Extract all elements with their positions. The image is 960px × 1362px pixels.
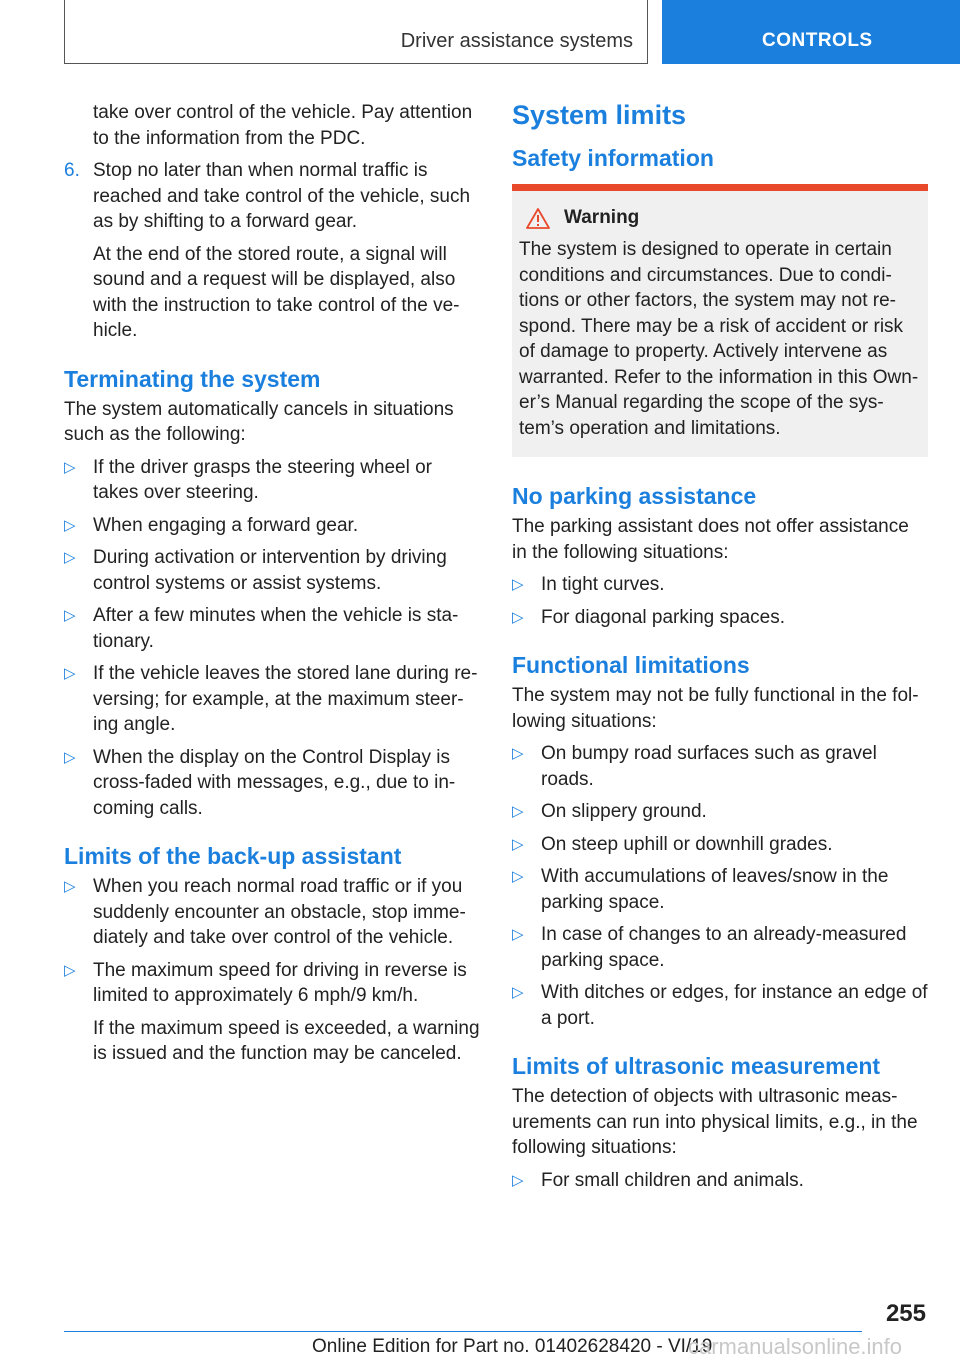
bullet-icon: ▷	[64, 961, 76, 979]
functional-intro: The system may not be fully functional in the fol‐lowing situations:	[512, 685, 919, 732]
terminating-intro: The system automatically cancels in situations such as the following:	[64, 398, 454, 445]
header-chapter-box	[662, 0, 960, 64]
bullet-icon: ▷	[512, 926, 524, 943]
functional-list	[512, 741, 928, 1031]
no-parking-list	[512, 572, 928, 630]
terminating-list	[64, 455, 480, 822]
bullet-icon: ▷	[512, 745, 524, 762]
bullet-icon: ▷	[64, 607, 76, 624]
header-section-title: Driver assistance systems	[400, 30, 633, 52]
bullet-icon: ▷	[512, 835, 524, 853]
list-item: ▷ If the vehicle leaves the stored lane during re‐versing; for example, at the maximum steer‐ing angle.	[64, 663, 478, 735]
ultrasonic-heading: Limits of ultrasonic measurement	[512, 1053, 881, 1079]
bullet-icon: ▷	[512, 576, 524, 593]
bullet-icon: ▷	[64, 549, 76, 566]
list-item: ▷ In tight curves.	[512, 572, 928, 598]
list-item: ▷ When the display on the Control Display is cross-faded with messages, e.g., due to in‐coming calls.	[64, 746, 456, 819]
footer-divider	[64, 1331, 862, 1332]
step-number: 6.	[64, 160, 80, 181]
ultrasonic-list	[512, 1168, 928, 1194]
page-number: 255	[885, 1300, 926, 1327]
bullet-icon: ▷	[512, 868, 524, 885]
step-text: Stop no later than when normal traffic is reached and take control of the vehicle, such as by shifting to a forward gear.	[93, 160, 471, 232]
limits-heading: Limits of the back-up assistant	[64, 843, 402, 869]
no-parking-intro: The parking assistant does not offer assistance in the following situations:	[512, 516, 909, 563]
bullet-icon: ▷	[512, 984, 524, 1001]
warning-triangle-icon	[526, 208, 550, 229]
list-item: ▷ If the driver grasps the steering wheel or takes over steering.	[64, 456, 433, 503]
warning-box	[512, 184, 928, 457]
bullet-icon: ▷	[64, 748, 76, 766]
bullet-icon: ▷	[512, 1171, 524, 1189]
left-column	[64, 100, 480, 1074]
safety-heading: Safety information	[512, 145, 714, 171]
intro-paragraph: take over control of the vehicle. Pay attention to the information from the PDC.	[93, 102, 473, 149]
header-section-box	[64, 0, 648, 64]
right-column	[512, 100, 928, 1200]
limits-list	[64, 874, 480, 1009]
list-item: ▷ For diagonal parking spaces.	[512, 605, 928, 631]
list-item: ▷ When you reach normal road traffic or if you suddenly encounter an obstacle, stop imme‐diately and take over control of the vehicle.	[64, 876, 466, 948]
header-chapter-title: CONTROLS	[762, 30, 873, 51]
bullet-icon: ▷	[512, 608, 524, 626]
step-6-extra: At the end of the stored route, a signal will sound and a request will be displayed, also with the instruction to take control of the ve‐hicle.	[93, 243, 460, 341]
warning-title: Warning	[519, 207, 920, 229]
list-item: ▷ On steep uphill or downhill grades.	[512, 832, 928, 858]
bullet-icon: ▷	[512, 803, 524, 820]
list-item: ▷ During activation or intervention by driving control systems or assist systems.	[64, 547, 447, 594]
list-item: ▷ In case of changes to an already-measured parking space.	[512, 924, 907, 971]
functional-heading: Functional limitations	[512, 652, 750, 678]
limits-extra: If the maximum speed is exceeded, a warning is issued and the function may be canceled.	[93, 1017, 480, 1064]
list-item: ▷ For small children and animals.	[512, 1168, 928, 1194]
warning-text: The system is designed to operate in certain conditions and circumstances. Due to condi‐tions or other factors, the system may not re‐spond. There may be a risk of accident or risk of damage to property. Actively intervene as warranted. Refer to the information in this Own‐er’s Manual regarding the scope of the sys‐tem’s operation and limitations.	[519, 239, 919, 439]
bullet-icon: ▷	[64, 878, 76, 895]
no-parking-heading: No parking assistance	[512, 483, 757, 509]
list-item: ▷ On bumpy road surfaces such as gravel roads.	[512, 743, 877, 790]
bullet-icon: ▷	[64, 516, 76, 534]
watermark-brand: carmanualsonline.info	[688, 1334, 903, 1359]
system-limits-heading: System limits	[512, 100, 687, 130]
bullet-icon: ▷	[64, 665, 76, 682]
ultrasonic-intro: The detection of objects with ultrasonic meas‐urements can run into physical limits, e.g., in the following situations:	[512, 1086, 918, 1158]
terminating-heading: Terminating the system	[64, 365, 321, 392]
list-item: ▷ After a few minutes when the vehicle is sta‐tionary.	[64, 605, 459, 652]
footer-edition: Online Edition for Part no. 01402628420 - VI/19	[312, 1336, 713, 1357]
bullet-icon: ▷	[64, 458, 76, 476]
list-item: ▷ The maximum speed for driving in reverse is limited to approximately 6 mph/9 km/h.	[64, 959, 467, 1006]
list-item: ▷ With ditches or edges, for instance an edge of a port.	[512, 982, 928, 1029]
list-item: ▷ On slippery ground.	[512, 799, 928, 825]
list-item: ▷ With accumulations of leaves/snow in the parking space.	[512, 866, 889, 913]
step-6	[64, 158, 480, 235]
list-item: ▷ When engaging a forward gear.	[64, 513, 480, 539]
